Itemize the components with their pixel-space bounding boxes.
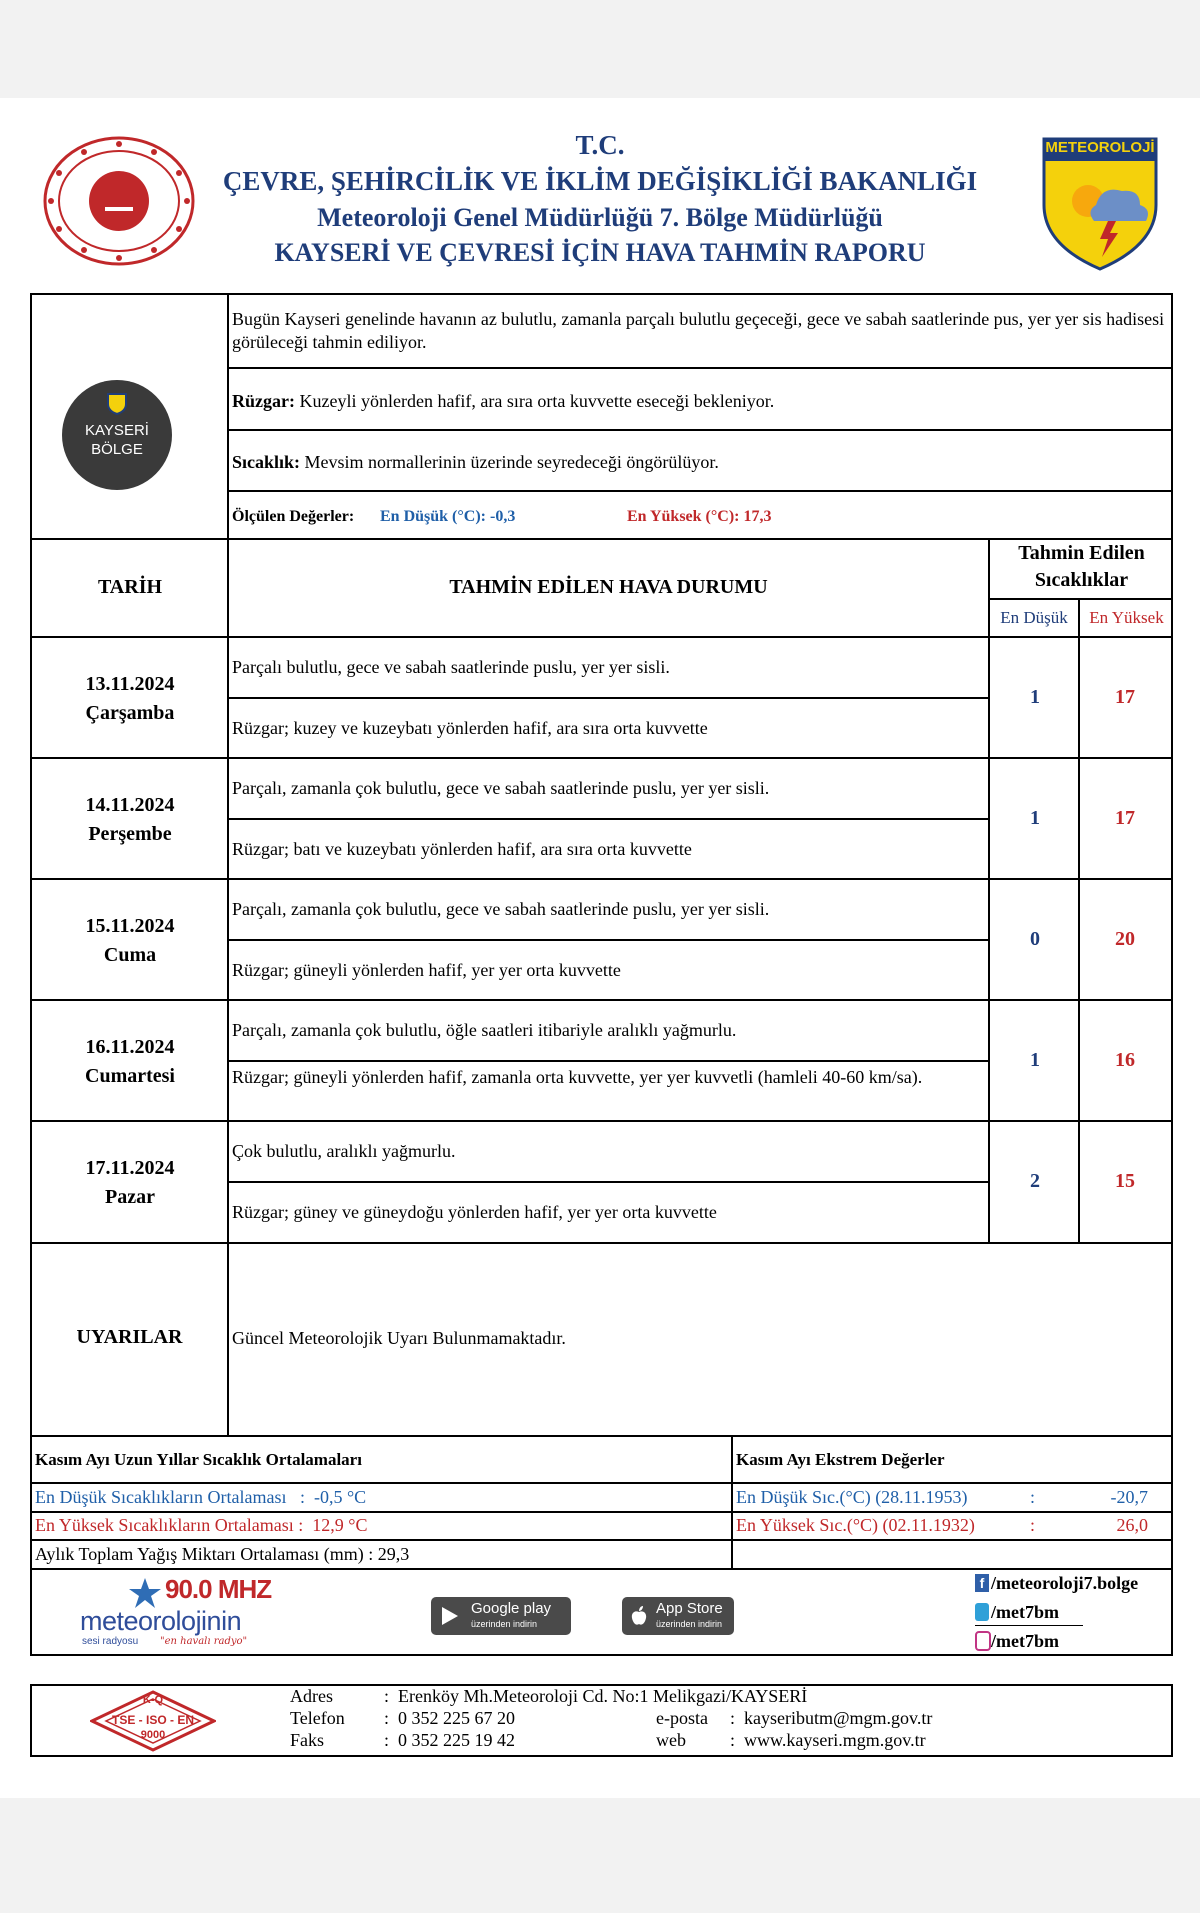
warnings-text: Güncel Meteorolojik Uyarı Bulunmamaktadır. <box>232 1328 566 1348</box>
phone-value: : 0 352 225 67 20 <box>384 1708 516 1728</box>
summary-general: Bugün Kayseri genelinde havanın az bulutlu, zamanla parçalı bulutlu geçeceği, gece ve sabah saatlerinde pus, yer yer sis hadisesi görüleceği tahmin ediliyor. <box>232 309 1165 352</box>
star-icon <box>128 1577 162 1609</box>
day-name: Pazar <box>105 1186 155 1208</box>
climate-ext-min-value: -20,7 <box>1110 1487 1148 1507</box>
measured-min: En Düşük (°C): -0,3 <box>380 508 516 525</box>
radio-frequency: 90.0 MHZ <box>165 1574 272 1604</box>
day-min-temp: 1 <box>1030 807 1040 829</box>
ministry-seal-icon <box>42 135 196 268</box>
cert-line1: K-Q <box>142 1694 164 1706</box>
climate-avg-title: Kasım Ayı Uzun Yıllar Sıcaklık Ortalamaları <box>35 1450 362 1469</box>
cert-line3: 9000 <box>140 1729 166 1741</box>
address-label: Adres <box>290 1686 333 1706</box>
twitter-link[interactable]: /met7bm <box>991 1602 1059 1622</box>
day-wind: Rüzgar; güney ve güneydoğu yönlerden hafif, yer yer orta kuvvette <box>232 1202 717 1222</box>
radio-name: meteorolojinin <box>80 1606 242 1636</box>
fax-value: : 0 352 225 19 42 <box>384 1730 516 1750</box>
day-min-temp: 2 <box>1030 1170 1040 1192</box>
app-store-label: App Store <box>656 1600 723 1617</box>
day-name: Çarşamba <box>85 702 175 724</box>
google-play-icon <box>441 1606 459 1626</box>
header-directorate: Meteoroloji Genel Müdürlüğü 7. Bölge Müdürlüğü <box>317 203 883 232</box>
measured-max: En Yüksek (°C): 17,3 <box>627 508 772 525</box>
day-name: Perşembe <box>88 823 172 845</box>
meteoroloji-emblem-text: METEOROLOJİ <box>1045 139 1155 156</box>
day-weather: Çok bulutlu, aralıklı yağmurlu. <box>232 1141 456 1161</box>
day-min-temp: 0 <box>1030 928 1040 950</box>
day-max-temp: 16 <box>1115 1049 1135 1071</box>
instagram-link[interactable]: /met7bm <box>991 1631 1059 1651</box>
day-wind: Rüzgar; kuzey ve kuzeybatı yönlerden hafif, ara sıra orta kuvvette <box>232 718 708 738</box>
radio-sub2: "en havalı radyo" <box>160 1636 248 1647</box>
header-temps-line2: Sıcaklıklar <box>1034 569 1129 591</box>
climate-ext-min-label: En Düşük Sıc.(°C) (28.11.1953) <box>736 1487 968 1507</box>
warnings-label: UYARILAR <box>76 1326 183 1348</box>
app-store-sub: üzerinden indirin <box>656 1619 723 1629</box>
climate-ext-min-sep: : <box>1030 1487 1036 1507</box>
day-weather: Parçalı, zamanla çok bulutlu, gece ve sabah saatlerinde puslu, yer yer sisli. <box>232 778 770 798</box>
web-label: web <box>656 1730 686 1750</box>
day-max-temp: 17 <box>1115 686 1135 708</box>
day-max-temp: 15 <box>1115 1170 1135 1192</box>
header-temps-line1: Tahmin Edilen <box>1018 542 1145 564</box>
email-label: e-posta <box>656 1708 708 1728</box>
summary-wind-label: Rüzgar: <box>232 391 295 411</box>
header-ministry: ÇEVRE, ŞEHİRCİLİK VE İKLİM DEĞİŞİKLİĞİ BAKANLIĞI <box>222 166 978 196</box>
day-wind: Rüzgar; güneyli yönlerden hafif, zamanla orta kuvvette, yer yer kuvvetli (hamleli 40-60 km/sa). <box>232 1067 923 1087</box>
day-min-temp: 1 <box>1030 686 1040 708</box>
day-weather: Parçalı, zamanla çok bulutlu, gece ve sabah saatlerinde puslu, yer yer sisli. <box>232 899 770 919</box>
day-date: 17.11.2024 <box>85 1157 175 1179</box>
climate-avg-min: En Düşük Sıcaklıkların Ortalaması : -0,5 °C <box>35 1487 367 1507</box>
address-value: : Erenköy Mh.Meteoroloji Cd. No:1 Melikgazi/KAYSERİ <box>384 1686 808 1706</box>
facebook-link[interactable]: /meteoroloji7.bolge <box>991 1573 1139 1593</box>
summary-wind-text: Kuzeyli yönlerden hafif, ara sıra orta kuvvette eseceği bekleniyor. <box>299 391 775 411</box>
climate-ext-max-label: En Yüksek Sıc.(°C) (02.11.1932) <box>736 1515 975 1535</box>
instagram-icon <box>975 1631 991 1651</box>
cert-line2: TSE - ISO - EN <box>111 1713 194 1727</box>
summary-temp <box>232 451 1167 474</box>
google-play-button[interactable] <box>431 1597 571 1635</box>
facebook-icon: f <box>975 1574 989 1592</box>
climate-avg-rain: Aylık Toplam Yağış Miktarı Ortalaması (mm) : 29,3 <box>35 1544 410 1564</box>
climate-ext-max-value: 26,0 <box>1116 1515 1148 1535</box>
climate-ext-max-sep: : <box>1030 1515 1036 1535</box>
day-weather: Parçalı bulutlu, gece ve sabah saatlerinde puslu, yer yer sisli. <box>232 657 670 677</box>
header-report-title: KAYSERİ VE ÇEVRESİ İÇİN HAVA TAHMİN RAPORU <box>274 238 926 267</box>
email-value[interactable]: : kayseributm@mgm.gov.tr <box>730 1708 933 1728</box>
header-max: En Yüksek <box>1089 608 1164 627</box>
day-date: 16.11.2024 <box>85 1036 175 1058</box>
app-store-button[interactable] <box>622 1597 734 1635</box>
header-forecast: TAHMİN EDİLEN HAVA DURUMU <box>449 576 768 598</box>
day-max-temp: 20 <box>1115 928 1135 950</box>
twitter-icon <box>975 1603 989 1621</box>
climate-ext-title: Kasım Ayı Ekstrem Değerler <box>736 1450 945 1469</box>
summary-temp-text: Mevsim normallerinin üzerinde seyredeceği öngörülüyor. <box>304 452 719 472</box>
web-value[interactable]: : www.kayseri.mgm.gov.tr <box>730 1730 926 1750</box>
day-name: Cumartesi <box>85 1065 175 1087</box>
region-emblem-icon <box>106 392 128 416</box>
day-date: 13.11.2024 <box>85 673 175 695</box>
day-date: 15.11.2024 <box>85 915 175 937</box>
day-max-temp: 17 <box>1115 807 1135 829</box>
region-logo-line2: BÖLGE <box>91 441 143 458</box>
apple-icon <box>630 1605 648 1627</box>
day-wind: Rüzgar; güneyli yönlerden hafif, yer yer orta kuvvette <box>232 960 621 980</box>
google-play-sub: üzerinden indirin <box>471 1619 538 1629</box>
day-min-temp: 1 <box>1030 1049 1040 1071</box>
region-logo-line1: KAYSERİ <box>85 422 149 439</box>
day-wind: Rüzgar; batı ve kuzeybatı yönlerden hafif, ara sıra orta kuvvette <box>232 839 692 859</box>
phone-label: Telefon <box>290 1708 345 1728</box>
google-play-label: Google play <box>471 1600 552 1617</box>
fax-label: Faks <box>290 1730 325 1750</box>
climate-avg-max: En Yüksek Sıcaklıkların Ortalaması : 12,9 °C <box>35 1515 368 1535</box>
day-date: 14.11.2024 <box>85 794 175 816</box>
header-tc: T.C. <box>575 130 625 160</box>
summary-wind <box>232 390 1167 413</box>
header-date: TARİH <box>97 576 163 598</box>
header-min: En Düşük <box>1000 608 1068 627</box>
radio-sub1: sesi radyosu <box>82 1636 139 1647</box>
day-weather: Parçalı, zamanla çok bulutlu, öğle saatleri itibariyle aralıklı yağmurlu. <box>232 1020 737 1040</box>
measured-label: Ölçülen Değerler: <box>232 508 355 525</box>
summary-temp-label: Sıcaklık: <box>232 452 301 472</box>
day-name: Cuma <box>103 944 157 966</box>
